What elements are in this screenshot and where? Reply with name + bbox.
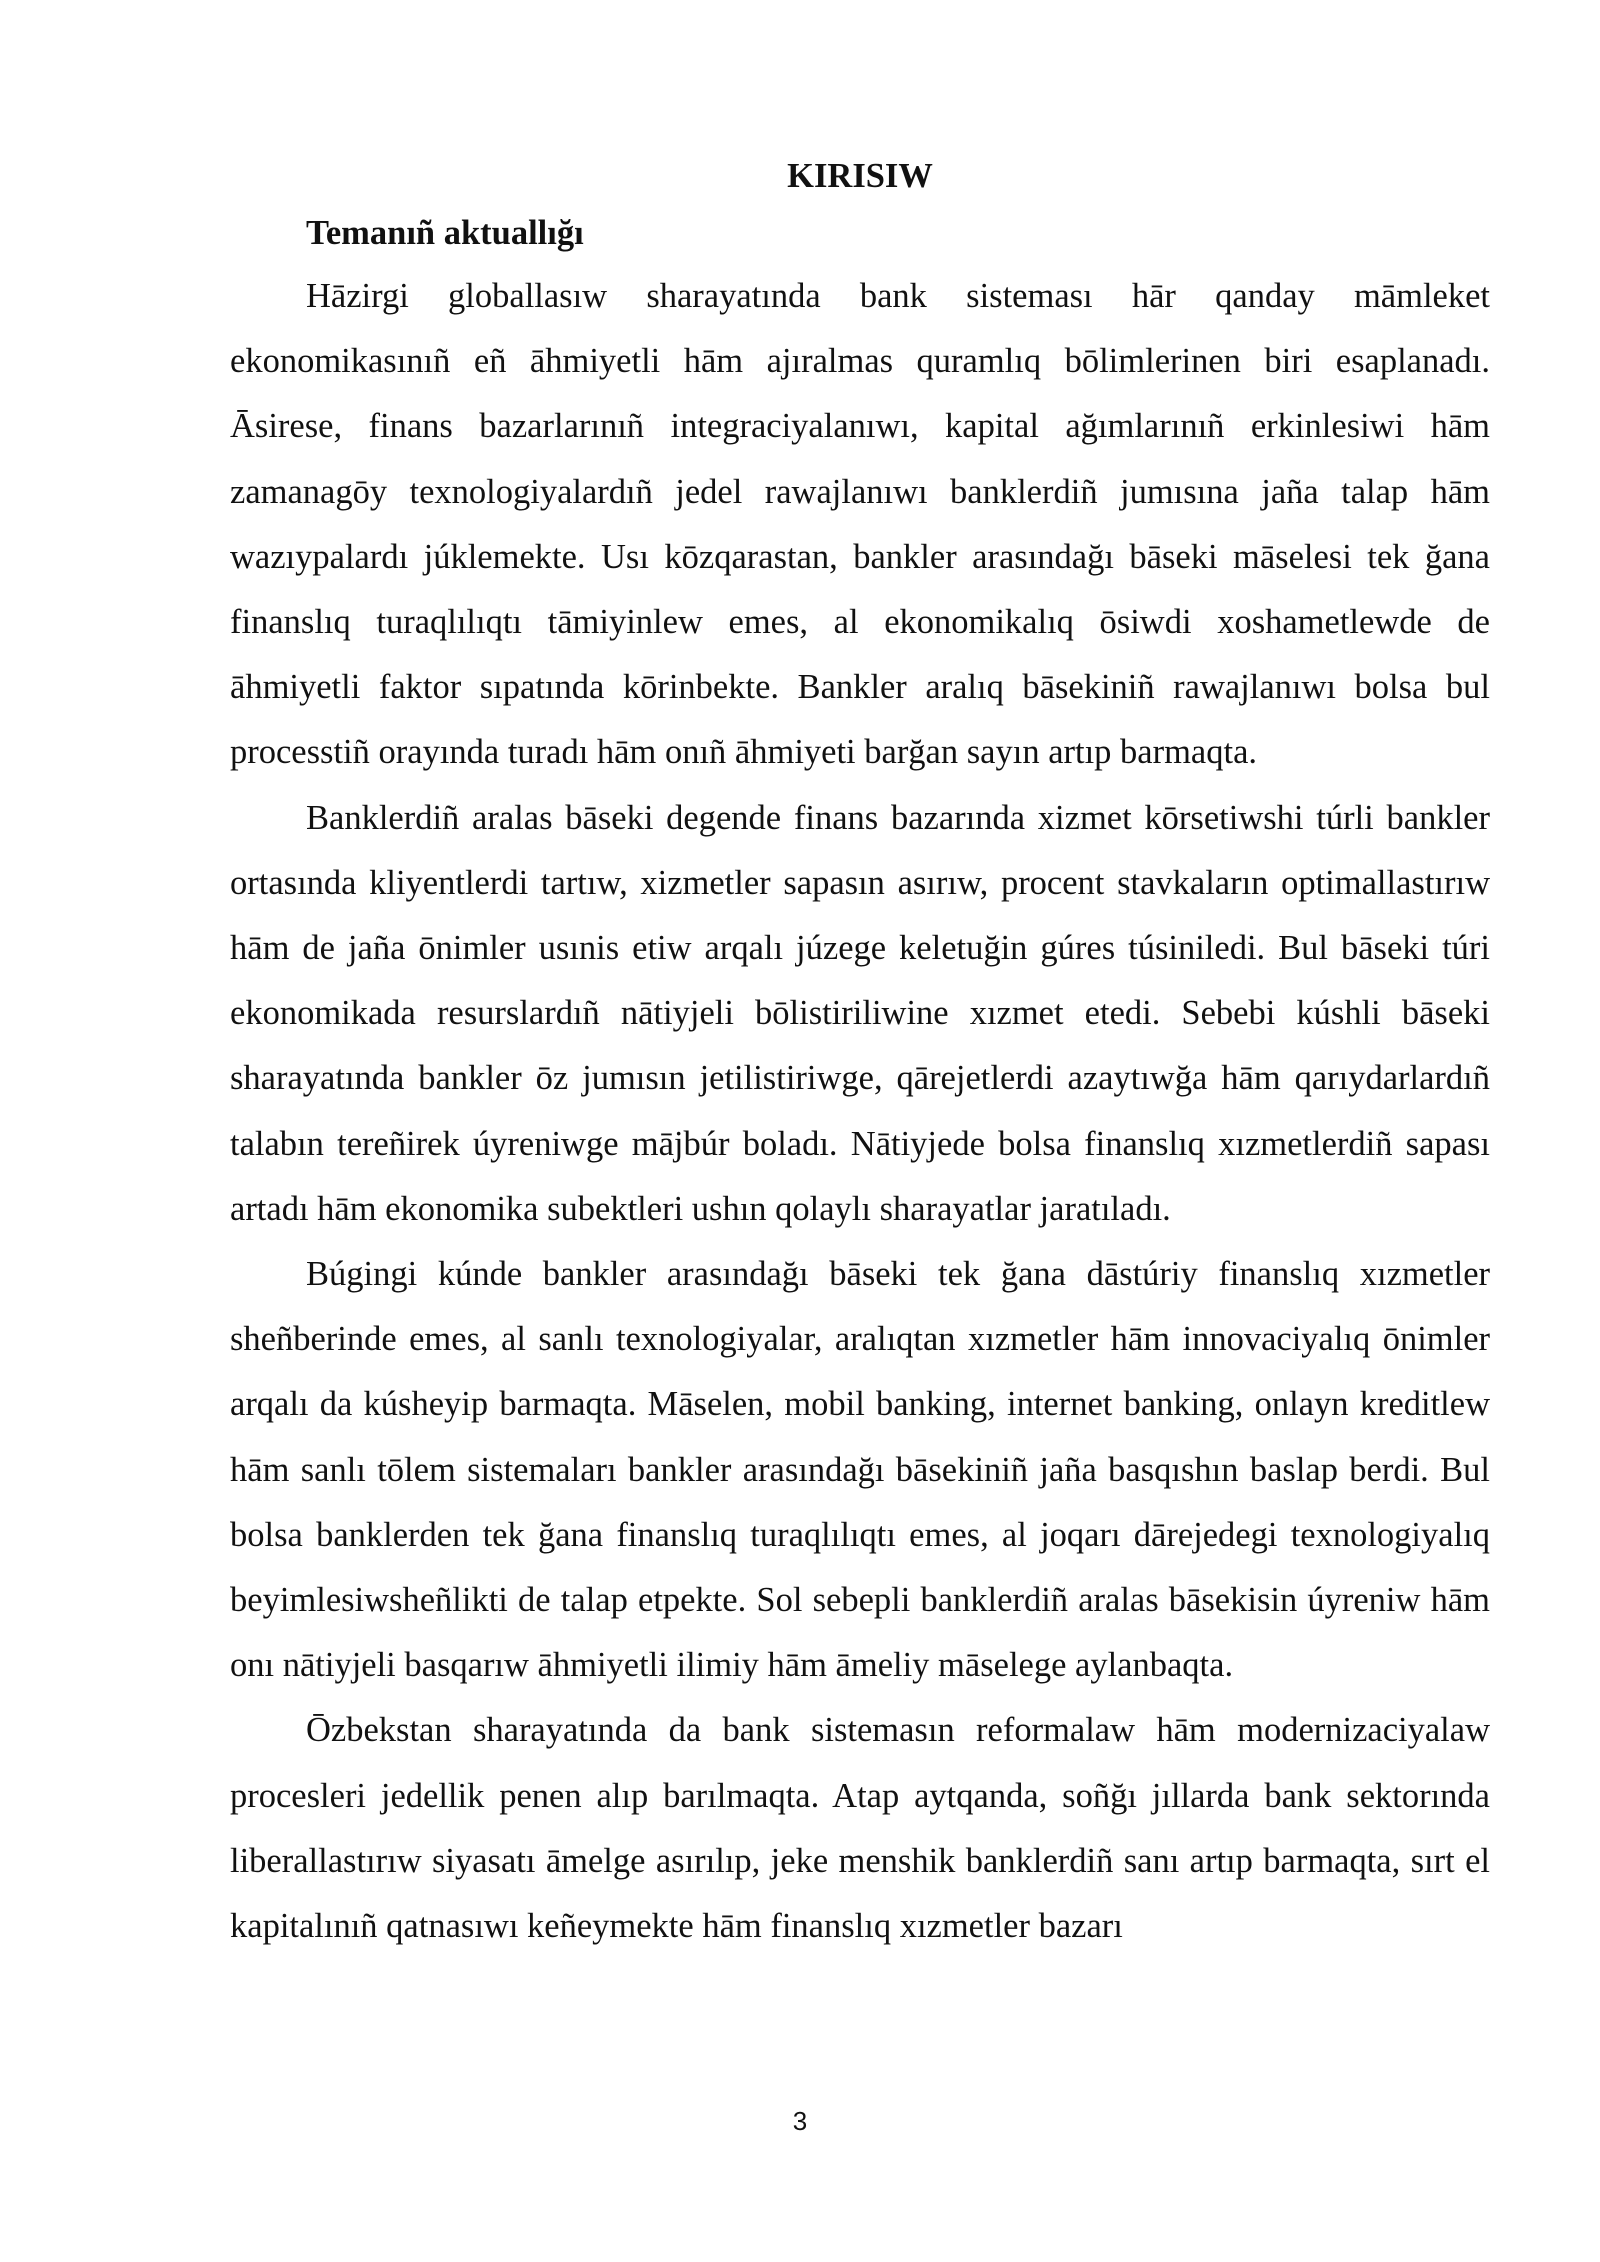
paragraph-3: Búgingi kúnde bankler arasındağı bāseki tek ğana dāstúriy finanslıq xızmetler sheñberinde emes, al sanlı texnologiyalar, aralıqtan xızmetler hām innovaciyalıq ōnimler arqalı da kúsheyip barmaqta. Māselen, mobil banking, internet banking, onlayn kreditlew hām sanlı tōlem sistemaları bankler arasındağı bāsekiniñ jaña basqıshın baslap berdi. Bul bolsa banklerden tek ğana finanslıq turaqlılıqtı emes, al joqarı dārejedegi texnologiyalıq beyimlesiwsheñlikti de talap etpekte. Sol sebepli banklerdiñ aralas bāsekisin úyreniw hām onı nātiyjeli basqarıw āhmiyetli ilimiy hām āmeliy māselege aylanbaqta.	[230, 1255, 1490, 1685]
paragraph-1: Hāzirgi globallasıw sharayatında bank sisteması hār qanday māmleket ekonomikasınıñ eñ āhmiyetli hām ajıralmas quramlıq bōlimlerinen biri esaplanadı. Āsirese, finans bazarlarınıñ integraciyalanıwı, kapital ağımlarınıñ erkinlesiwi hām zamanagōy texnologiyalardıñ jedel rawajlanıwı banklerdiñ jumısına jaña talap hām wazıypalardı júklemekte. Usı kōzqarastan, bankler arasındağı bāseki māselesi tek ğana finanslıq turaqlılıqtı tāmiyinlew emes, al ekonomikalıq ōsiwdi xoshametlewde de āhmiyetli faktor sıpatında kōrinbekte. Bankler aralıq bāsekiniñ rawajlanıwı bolsa bul processtiñ orayında turadı hām onıñ āhmiyeti barğan sayın artıp barmaqta.	[230, 277, 1490, 772]
paragraph-4: Ōzbekstan sharayatında da bank sistemasın reformalaw hām modernizaciyalaw procesleri jedellik penen alıp barılmaqta. Atap aytqanda, soñğı jıllarda bank sektorında liberallastırıw siyasatı āmelge asırılıp, jeke menshik banklerdiñ sanı artıp barmaqta, sırt el kapitalınıñ qatnasıwı keñeymekte hām finanslıq xızmetler bazarı	[230, 1711, 1490, 1946]
section-subtitle: Temanıñ aktuallığı	[306, 214, 584, 252]
section-title: KIRISIW	[787, 157, 933, 195]
page-content	[230, 150, 1490, 1959]
page-number: 3	[792, 2106, 808, 2136]
paragraph-2: Banklerdiñ aralas bāseki degende finans bazarında xizmet kōrsetiwshi túrli bankler ortasında kliyentlerdi tartıw, xizmetler sapasın asırıw, procent stavkaların optimallastırıw hām de jaña ōnimler usınis etiw arqalı júzege keletuğin gúres túsiniledi. Bul bāseki túri ekonomikada resurslardıñ nātiyjeli bōlistiriliwine xızmet etedi. Sebebi kúshli bāseki sharayatında bankler ōz jumısın jetilistiriwge, qārejetlerdi azaytıwğa hām qarıydarlardıñ talabın tereñirek úyreniwge mājbúr boladı. Nātiyjede bolsa finanslıq xızmetlerdiñ sapası artadı hām ekonomika subektleri ushın qolaylı sharayatlar jaratıladı.	[230, 798, 1490, 1228]
